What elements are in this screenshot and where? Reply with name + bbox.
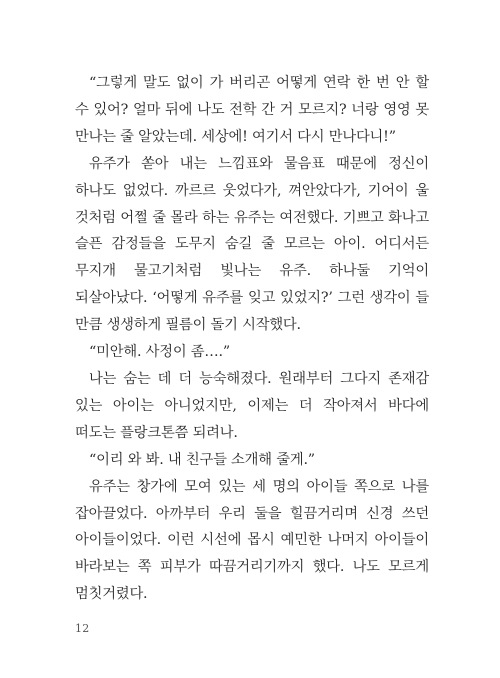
paragraph-3: “미안해. 사정이 좀….” — [89, 344, 230, 361]
paragraph-1: “그렇게 말도 없이 가 버리곤 어떻게 연락 한 번 안 할 수 있어? 얼마 뒤에 나도 전학 간 거 모르지? 너랑 영영 못 만나는 줄 알았는데. 세상에! 여기서 다시 만나다니!” — [75, 75, 429, 145]
body-text — [75, 70, 429, 608]
paragraph-2: 유주가 쏟아 내는 느낌표와 물음표 때문에 정신이 하나도 없었다. 까르르 웃었다가, 껴안았다가, 기어이 울 것처럼 어쩔 줄 몰라 하는 유주는 여전했다. 기쁘고 화나고 슬픈 감정들을 도무지 숨길 줄 모르는 아이. 어디서든 무지개 물고기처럼 빛나는 유주. 하나둘 기억이 되살아났다. ‘어떻게 유주를 잊고 있었지?’ 그런 생각이 들 만큼 생생하게 필름이 돌기 시작했다. — [75, 155, 429, 334]
paragraph-5: “이리 와 봐. 내 친구들 소개해 줄게.” — [89, 451, 315, 468]
paragraph-6: 유주는 창가에 모여 있는 세 명의 아이들 쪽으로 나를 잡아끌었다. 아까부터 우리 둘을 힐끔거리며 신경 쓰던 아이들이었다. 이런 시선에 몹시 예민한 나머지 아이들이 바라보는 쪽 피부가 따끔거리기까지 했다. 나도 모르게 멈칫거렸다. — [75, 478, 429, 603]
page-number: 12 — [75, 622, 90, 635]
paragraph-4: 나는 숨는 데 더 능숙해졌다. 원래부터 그다지 존재감 있는 아이는 아니었지만, 이제는 더 작아져서 바다에 떠도는 플랑크톤쯤 되려나. — [75, 370, 429, 441]
